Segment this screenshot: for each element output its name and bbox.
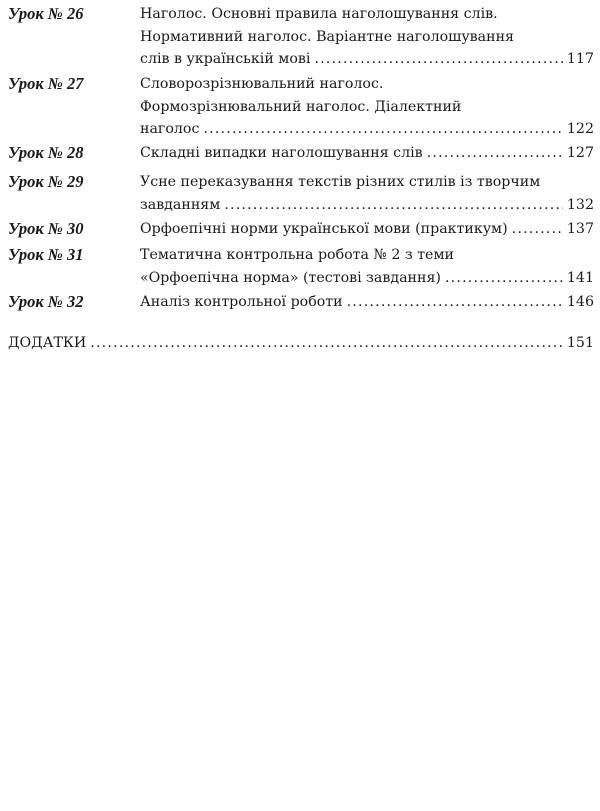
entry-title-line: Усне переказування текстів різних стилів із творчим: [140, 174, 541, 190]
entry-title-line: завданням: [140, 196, 221, 213]
entry-title-line: Формозрізнювальний наголос. Діалектний: [140, 98, 462, 115]
page-number: 137: [566, 221, 594, 237]
dot-leader: [427, 142, 563, 165]
page-number: 132: [566, 196, 594, 213]
entry-title-line: слів в українській мові: [140, 51, 311, 67]
page-number: 122: [566, 121, 594, 137]
dot-leader: [512, 218, 563, 241]
lesson-label: Урок № 28: [8, 143, 84, 162]
entry-title-line: Тематична контрольна робота № 2 з теми: [140, 247, 454, 263]
page-number: 141: [566, 269, 594, 286]
appendix-title: ДОДАТКИ: [8, 335, 87, 351]
entry-title-line: Складні випадки наголошування слів: [140, 145, 423, 161]
lesson-label: Урок № 29: [8, 172, 84, 191]
lesson-label: Урок № 27: [8, 74, 84, 93]
entry-title-line: «Орфоепічна норма» (тестові завдання): [140, 269, 441, 286]
entry-title-line: Аналіз контрольної роботи: [140, 294, 343, 310]
entry-title-line: Орфоепічні норми української мови (практикум): [140, 221, 508, 237]
dot-leader: [90, 332, 563, 355]
page-number: 127: [566, 145, 594, 161]
dot-leader: [347, 291, 563, 314]
lesson-label: Урок № 32: [8, 292, 84, 311]
page-number: 146: [566, 294, 594, 310]
entry-title-line: Словорозрізнювальний наголос.: [140, 76, 384, 92]
dot-leader: [203, 118, 563, 141]
lesson-label: Урок № 31: [8, 245, 84, 264]
entry-title-line: Наголос. Основні правила наголошування слів.: [140, 6, 498, 22]
dot-leader: [224, 194, 563, 217]
entry-title-line: наголос: [140, 121, 200, 137]
dot-leader: [445, 267, 563, 290]
appendix-entry: [8, 332, 594, 355]
lesson-label: Урок № 26: [8, 4, 84, 23]
lesson-label: Урок № 30: [8, 219, 84, 238]
entry-title-line: Нормативний наголос. Варіантне наголошування: [140, 28, 514, 45]
appendix-page: 151: [566, 335, 594, 351]
page-number: 117: [566, 51, 594, 67]
dot-leader: [314, 48, 563, 71]
